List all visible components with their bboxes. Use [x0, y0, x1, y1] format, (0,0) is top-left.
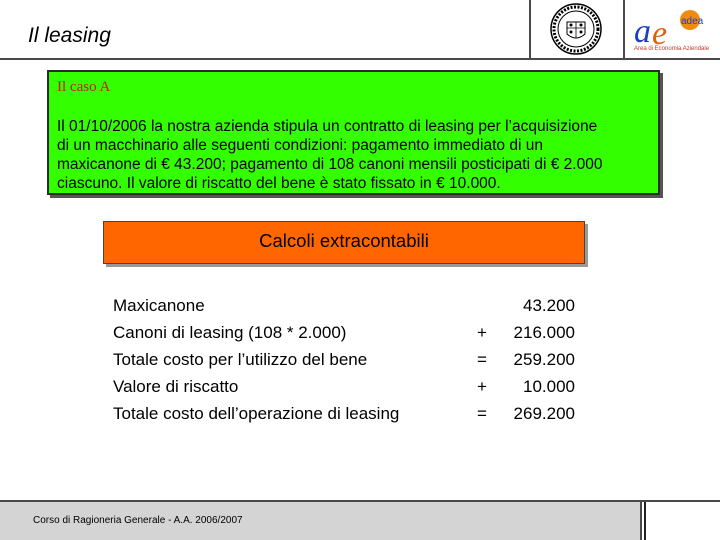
calc-row-label: Totale costo dell’operazione di leasing — [113, 404, 400, 423]
calc-heading-box — [103, 221, 585, 264]
calc-row-value: 259.200 — [513, 350, 575, 369]
calc-row-value: 43.200 — [523, 296, 575, 315]
calc-row — [113, 404, 583, 430]
header-separator-right — [623, 0, 625, 58]
case-line: maxicanone di € 43.200; pagamento di 108 canoni mensili posticipati di € 2.000 — [57, 156, 603, 173]
calc-row-operator: = — [477, 350, 487, 369]
calc-row-label: Totale costo per l’utilizzo del bene — [113, 350, 368, 369]
header-divider — [0, 58, 720, 60]
calc-row — [113, 296, 583, 322]
case-line: ciascuno. Il valore di riscatto del bene è stato fissato in € 10.000. — [57, 175, 501, 192]
calc-row-value: 269.200 — [513, 404, 575, 423]
svg-text:e: e — [652, 15, 668, 52]
calc-row-label: Valore di riscatto — [113, 377, 239, 396]
calc-row-operator: = — [477, 404, 487, 423]
svg-text:adea: adea — [681, 16, 704, 27]
calc-row-value: 216.000 — [513, 323, 575, 342]
calc-row-operator: + — [477, 377, 487, 396]
calc-row-operator: + — [477, 323, 487, 342]
case-box — [47, 70, 660, 195]
calc-row-label: Maxicanone — [113, 296, 205, 315]
case-line: di un macchinario alle seguenti condizioni: pagamento immediato di un — [57, 137, 543, 154]
case-description — [57, 117, 657, 193]
calc-row-value: 10.000 — [523, 377, 575, 396]
calc-heading: Calcoli extracontabili — [259, 230, 429, 251]
calc-row — [113, 377, 583, 403]
logo-subtitle: Area di Economia Aziendale — [634, 46, 710, 52]
footer-separator — [644, 502, 646, 540]
case-title: Il caso A — [57, 79, 111, 95]
footer — [0, 502, 642, 540]
header-separator-left — [529, 0, 531, 58]
calc-row — [113, 350, 583, 376]
footer-text: Corso di Ragioneria Generale - A.A. 2006/2007 — [33, 515, 243, 526]
page-title: Il leasing — [28, 24, 111, 47]
university-seal-icon — [549, 2, 603, 56]
calc-row — [113, 323, 583, 349]
case-line: Il 01/10/2006 la nostra azienda stipula un contratto di leasing per l’acquisizione — [57, 118, 598, 135]
svg-text:a: a — [634, 13, 651, 50]
calc-row-label: Canoni di leasing (108 * 2.000) — [113, 323, 347, 342]
